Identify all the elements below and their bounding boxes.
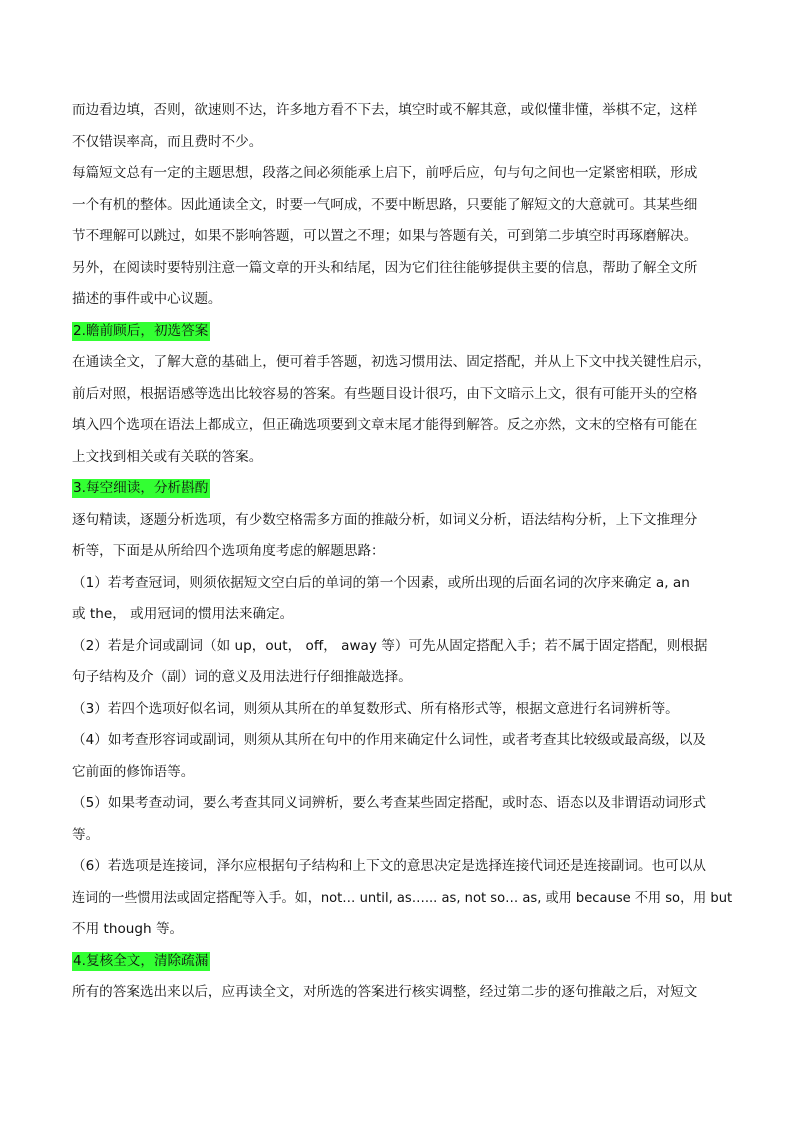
text-line: （1）若考查冠词，则须依据短文空白后的单词的第一个因素，或所出现的后面名词的次序来确定 a, an — [72, 574, 690, 591]
highlighted-heading: 3.每空细读，分析斟酌 — [73, 480, 209, 496]
highlighted-heading: 4.复核全文，清除疏漏 — [73, 952, 209, 969]
text-line: 在通读全文，了解大意的基础上，便可着手答题，初选习惯用法、固定搭配，并从上下文中找关键性启示， — [72, 354, 711, 370]
list-item-5 — [72, 788, 732, 851]
text-line: （6）若选项是连接词，泽尔应根据句子结构和上下文的意思决定是选择连接代词还是连接副词。也可以从 — [72, 858, 706, 874]
text-line: 前后对照，根据语感等选出比较容易的答案。有些题目设计很巧，由下文暗示上文，很有可能开头的空格 — [72, 385, 698, 402]
text-line: 析等，下面是从所给四个选项角度考虑的解题思路： — [72, 543, 385, 559]
document-page — [72, 95, 732, 1009]
text-line: 连词的一些惯用法或固定搭配等入手。如，not… until, as…... as, not so… as, 或用 because 不用 so，用 but — [72, 889, 733, 906]
text-line: （2）若是介词或副词（如 up，out， off， away 等）可先从固定搭配入手；若不属于固定搭配，则根据 — [72, 637, 708, 654]
text-line: 或 the， 或用冠词的惯用法来确定。 — [72, 606, 294, 622]
text-line: 等。 — [72, 826, 100, 843]
text-line: （5）如果考查动词，要么考查其同义词辨析，要么考查某些固定搭配，或时态、语态以及非谓语动词形式 — [72, 795, 706, 811]
text-line: 不仅错误率高，而且费时不少。 — [72, 133, 263, 150]
text-line: 不用 though 等。 — [72, 921, 184, 937]
list-item-2 — [72, 631, 732, 694]
text-line: 它前面的修饰语等。 — [72, 763, 195, 780]
paragraph-3 — [72, 347, 732, 473]
text-line: 逐句精读，逐题分析选项，有少数空格需多方面的推敲分析，如词义分析，语法结构分析，上下文推理分 — [72, 511, 698, 528]
text-line: 节不理解可以跳过，如果不影响答题，可以置之不理；如果与答题有关，可到第二步填空时再琢磨解决。 — [72, 228, 698, 244]
section-heading-3 — [72, 473, 732, 505]
paragraph-2 — [72, 158, 732, 316]
highlighted-heading: 2.瞻前顾后，初选答案 — [73, 322, 209, 339]
text-line: （3）若四个选项好似名词，则须从其所在的单复数形式、所有格形式等，根据文意进行名词辨析等。 — [72, 700, 679, 717]
text-line: 另外，在阅读时要特别注意一篇文章的开头和结尾，因为它们往往能够提供主要的信息，帮助了解全文所 — [72, 259, 698, 276]
text-line: 而边看边填，否则，欲速则不达，许多地方看不下去，填空时或不解其意，或似懂非懂，举棋不定，这样 — [72, 102, 698, 118]
text-line: 每篇短文总有一定的主题思想，段落之间必须能承上启下，前呼后应，句与句之间也一定紧密相联，形成 — [72, 165, 698, 181]
text-line: 句子结构及介（副）词的意义及用法进行仔细推敲选择。 — [72, 669, 412, 685]
section-heading-2 — [72, 316, 732, 348]
section-heading-4 — [72, 946, 732, 978]
paragraph-4 — [72, 505, 732, 568]
paragraph-5 — [72, 977, 732, 1009]
text-line: 上文找到相关或有关联的答案。 — [72, 448, 263, 465]
list-item-4 — [72, 725, 732, 788]
text-line: 所有的答案选出来以后，应再读全文，对所选的答案进行核实调整，经过第二步的逐句推敲之后，对短文 — [72, 984, 698, 1000]
text-line: （4）如考查形容词或副词，则须从其所在句中的作用来确定什么词性，或者考查其比较级或最高级，以及 — [72, 732, 706, 748]
text-line: 一个有机的整体。因此通读全文，时要一气呵成，不要中断思路，只要能了解短文的大意就可。其某些细 — [72, 196, 698, 213]
text-line: 填入四个选项在语法上都成立，但正确选项要到文章末尾才能得到解答。反之亦然，文末的空格有可能在 — [72, 417, 698, 433]
list-item-1 — [72, 568, 732, 631]
list-item-6 — [72, 851, 732, 946]
list-item-3 — [72, 694, 732, 726]
paragraph-1 — [72, 95, 732, 158]
text-line: 描述的事件或中心议题。 — [72, 291, 222, 307]
